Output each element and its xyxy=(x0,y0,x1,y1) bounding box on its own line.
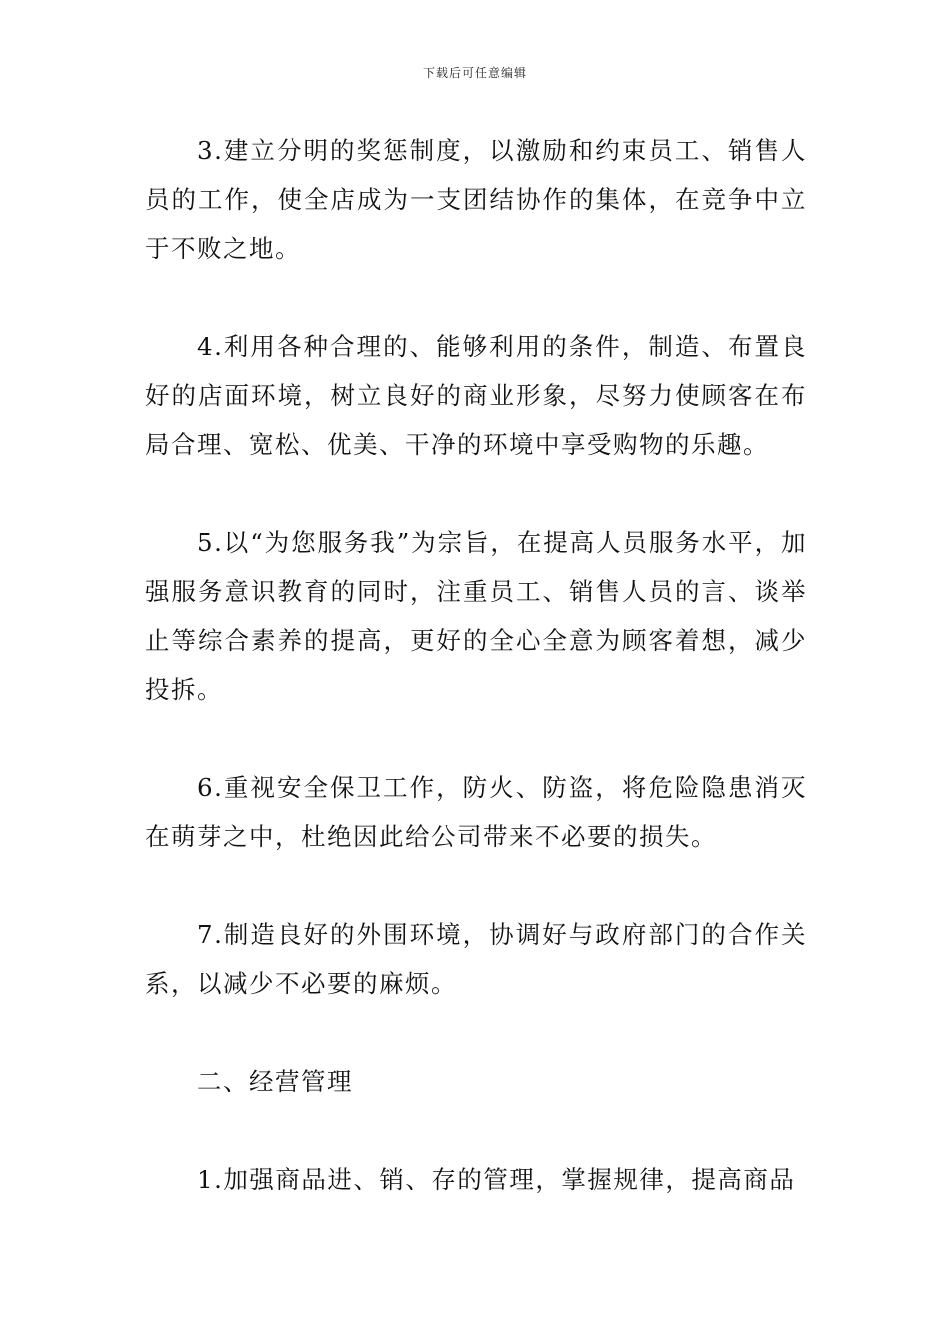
section-heading-operations: 二、经营管理 xyxy=(197,1067,353,1096)
paragraph-5: 5.以“为您服务我”为宗旨，在提高人员服务水平，加强服务意识教育的同时，注重员工、销售人员的言、谈举止等综合素养的提高，更好的全心全意为顾客着想，减少投拆。 xyxy=(145,528,807,704)
paragraph-6: 6.重视安全保卫工作，防火、防盗，将危险隐患消灭在萌芽之中，杜绝因此给公司带来不必要的损失。 xyxy=(145,773,807,851)
paragraph-3: 3.建立分明的奖惩制度，以激励和约束员工、销售人员的工作，使全店成为一支团结协作的集体，在竞争中立于不败之地。 xyxy=(145,136,807,263)
page-header: 下载后可任意编辑 xyxy=(422,66,527,80)
paragraph-7: 7.制造良好的外围环境，协调好与政府部门的合作关系，以减少不必要的麻烦。 xyxy=(145,920,807,998)
paragraph-1: 1.加强商品进、销、存的管理，掌握规律，提高商品 xyxy=(197,1165,796,1194)
paragraph-4: 4.利用各种合理的、能够利用的条件，制造、布置良好的店面环境，树立良好的商业形象，尽努力使顾客在布局合理、宽松、优美、干净的环境中享受购物的乐趣。 xyxy=(145,332,807,459)
document-body xyxy=(145,126,807,1253)
